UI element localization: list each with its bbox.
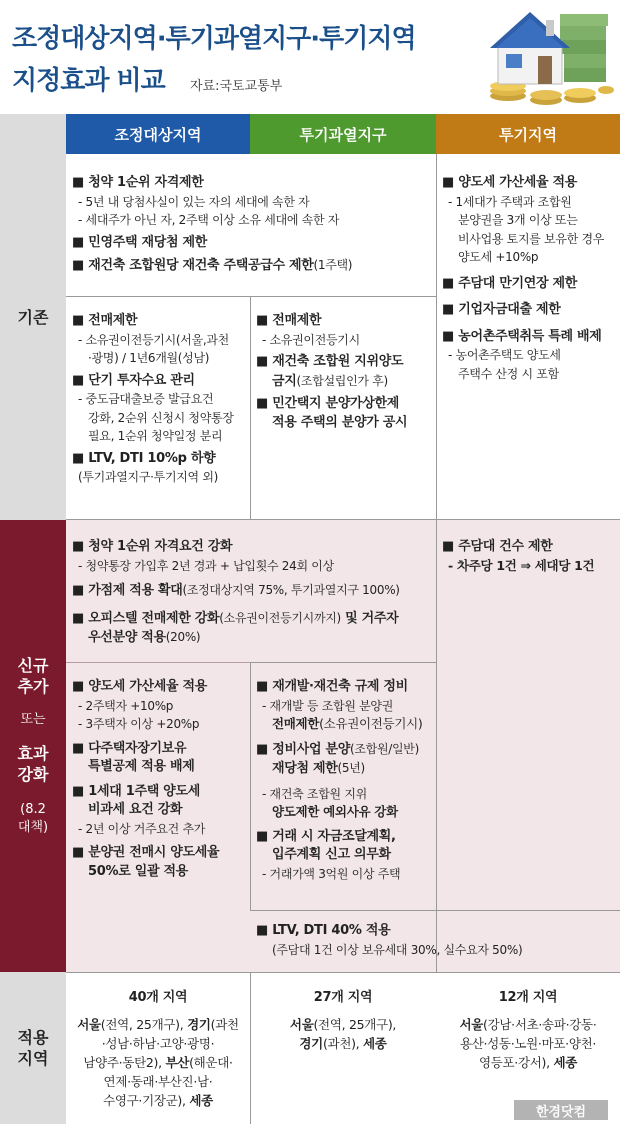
row-label-applied: 적용 지역	[0, 972, 66, 1124]
divider	[66, 519, 620, 520]
new-col3-block: ■ 주담대 건수 제한 - 차주당 1건 ⇒ 세대당 1건	[442, 538, 618, 575]
divider	[66, 662, 250, 663]
applied-col1: 40개 지역 서울(전역, 25개구), 경기(과천 ·성남·하남·고양·광명· 남양주·동탄2), 부산(해운대· 연제·동래·부산진·남· 수영구·기장군), 세종	[66, 988, 250, 1110]
divider	[250, 662, 436, 663]
divider	[250, 910, 620, 911]
row-label-existing: 기존	[0, 114, 66, 520]
list-item: ■ 주담대 건수 제한	[442, 539, 553, 554]
existing-col2-block: ■ 전매제한 - 소유권이전등기시 ■ 재건축 조합원 지위양도 금지(조합설립인가 후) ■ 민간택지 분양가상한제 적용 주택의 분양가 공시	[256, 312, 434, 432]
existing-col1-block: ■ 전매제한 - 소유권이전등기시(서울,과천 ·광명) / 1년6개월(성남) ■ 단기 투자수요 관리 - 중도금대출보증 발급요건 강화, 2순위 신청시 청약통장 필요, 1순위 청약일정 분리 ■ LTV, DTI 10%p 하향 (투기과열지구·투기지역 외)	[72, 312, 248, 487]
row-label-new: 신규 추가 또는 효과 강화 (8.2 대책)	[0, 520, 66, 972]
list-item: ■ 재건축 조합원 지위양도	[256, 354, 404, 369]
page-title: 조정대상지역·투기과열지구·투기지역	[12, 24, 416, 54]
list-item: ■ 양도세 가산세율 적용	[72, 679, 207, 694]
list-item: ■ 양도세 가산세율 적용	[442, 175, 577, 190]
existing-shared-block: ■ 청약 1순위 자격제한 - 5년 내 당첨사실이 있는 자의 세대에 속한 자 - 세대주가 아닌 자, 2주택 이상 소유 세대에 속한 자 ■ 민영주택 재당첨 제한 ■ 재건축 조합원당 재건축 주택공급수 제한(1주택)	[72, 174, 432, 276]
list-item: ■ 다주택자장기보유	[72, 740, 187, 756]
house-money-icon	[468, 4, 614, 108]
list-item: ■ 재건축 조합원당 재건축 주택공급수 제한(1주택)	[72, 258, 353, 273]
divider	[66, 972, 620, 973]
list-item: ■ 가점제 적용 확대(조정대상지역 75%, 투기과열지구 100%)	[72, 583, 400, 598]
source-label: 자료:국토교통부	[190, 79, 283, 94]
divider	[250, 662, 251, 910]
existing-col3-block: ■ 양도세 가산세율 적용 - 1세대가 주택과 조합원 분양권을 3개 이상 또는 비사업용 토지를 보유한 경우 양도세 +10%p ■ 주담대 만기연장 제한 ■ 기업자금대출 제한 ■ 농어촌주택취득 특례 배제 - 농어촌주택도 양도세 주택수 산정 시 포함	[442, 174, 618, 383]
list-item: ■ 전매제한	[256, 313, 322, 328]
new-col2-block: ■ 재개발·재건축 규제 정비 - 재개발 등 조합원 분양권 전매제한(소유권이전등기시) ■ 정비사업 분양(조합원/일반) 재당첨 제한(5년) - 재건축 조합원 지위 양도제한 예외사유 강화 ■ 거래 시 자금조달계획, 입주계획 신고 의무화 - 거래가액 3억원 이상 주택	[256, 678, 434, 883]
applied-col2: 27개 지역 서울(전역, 25개구), 경기(과천), 세종	[250, 988, 436, 1053]
applied-col3: 12개 지역 서울(강남·서초·송파·강동· 용산·성동·노원·마포·양천· 영등포·강서), 세종	[436, 988, 620, 1072]
list-item: ■ 청약 1순위 자격제한	[72, 175, 204, 190]
new-shared-block: ■ 청약 1순위 자격요건 강화 - 청약통장 가입후 2년 경과 + 납입횟수 24회 이상 ■ 가점제 적용 확대(조정대상지역 75%, 투기과열지구 100%) ■ 오피스텔 전매제한 강화(소유권이전등기시까지) 및 거주자 우선분양 적용(20%)	[72, 538, 432, 648]
region-count: 27개 지역	[313, 990, 373, 1005]
list-item: ■ 전매제한	[72, 313, 138, 328]
list-item: ■ 민영주택 재당첨 제한	[72, 234, 207, 250]
list-item: ■ 기업자금대출 제한	[442, 302, 561, 317]
divider	[250, 296, 251, 520]
header	[0, 0, 620, 112]
list-item: ■ LTV, DTI 40% 적용	[256, 923, 391, 938]
list-item: ■ 1세대 1주택 양도세	[72, 783, 200, 799]
divider	[66, 296, 436, 297]
divider	[436, 154, 437, 972]
column-header-overheated-district: 투기과열지구	[250, 114, 436, 154]
list-item: ■ 청약 1순위 자격요건 강화	[72, 539, 233, 554]
list-item: ■ 정비사업 분양(조합원/일반)	[256, 741, 419, 757]
new-col23-block: ■ LTV, DTI 40% 적용 (주담대 1건 이상 보유세대 30%, 실수요자 50%)	[256, 922, 616, 959]
list-item: ■ 단기 투자수요 관리	[72, 372, 195, 388]
column-header-speculation-area: 투기지역	[436, 114, 620, 154]
region-count: 40개 지역	[128, 990, 188, 1005]
page-subtitle: 지정효과 비교	[12, 66, 165, 96]
list-item: ■ 분양권 전매시 양도세율	[72, 845, 220, 860]
publisher-logo: 한경닷컴	[514, 1100, 608, 1120]
column-header-adjustment-area: 조정대상지역	[66, 114, 250, 154]
list-item: ■ 주담대 만기연장 제한	[442, 275, 577, 291]
list-item: ■ 농어촌주택취득 특례 배제	[442, 328, 602, 344]
list-item: ■ 거래 시 자금조달계획,	[256, 828, 396, 844]
region-count: 12개 지역	[498, 990, 558, 1005]
list-item: ■ 민간택지 분양가상한제	[256, 396, 400, 411]
list-item: ■ 재개발·재건축 규제 정비	[256, 679, 408, 694]
list-item: ■ 오피스텔 전매제한 강화(소유권이전등기시까지) 및 거주자	[72, 610, 399, 626]
list-item: ■ LTV, DTI 10%p 하향	[72, 450, 216, 466]
new-col1-block: ■ 양도세 가산세율 적용 - 2주택자 +10%p - 3주택자 이상 +20%p ■ 다주택자장기보유 특별공제 적용 배제 ■ 1세대 1주택 양도세 비과세 요건 강화 - 2년 이상 거주요건 추가 ■ 분양권 전매시 양도세율 50%로 일괄 적용	[72, 678, 248, 881]
